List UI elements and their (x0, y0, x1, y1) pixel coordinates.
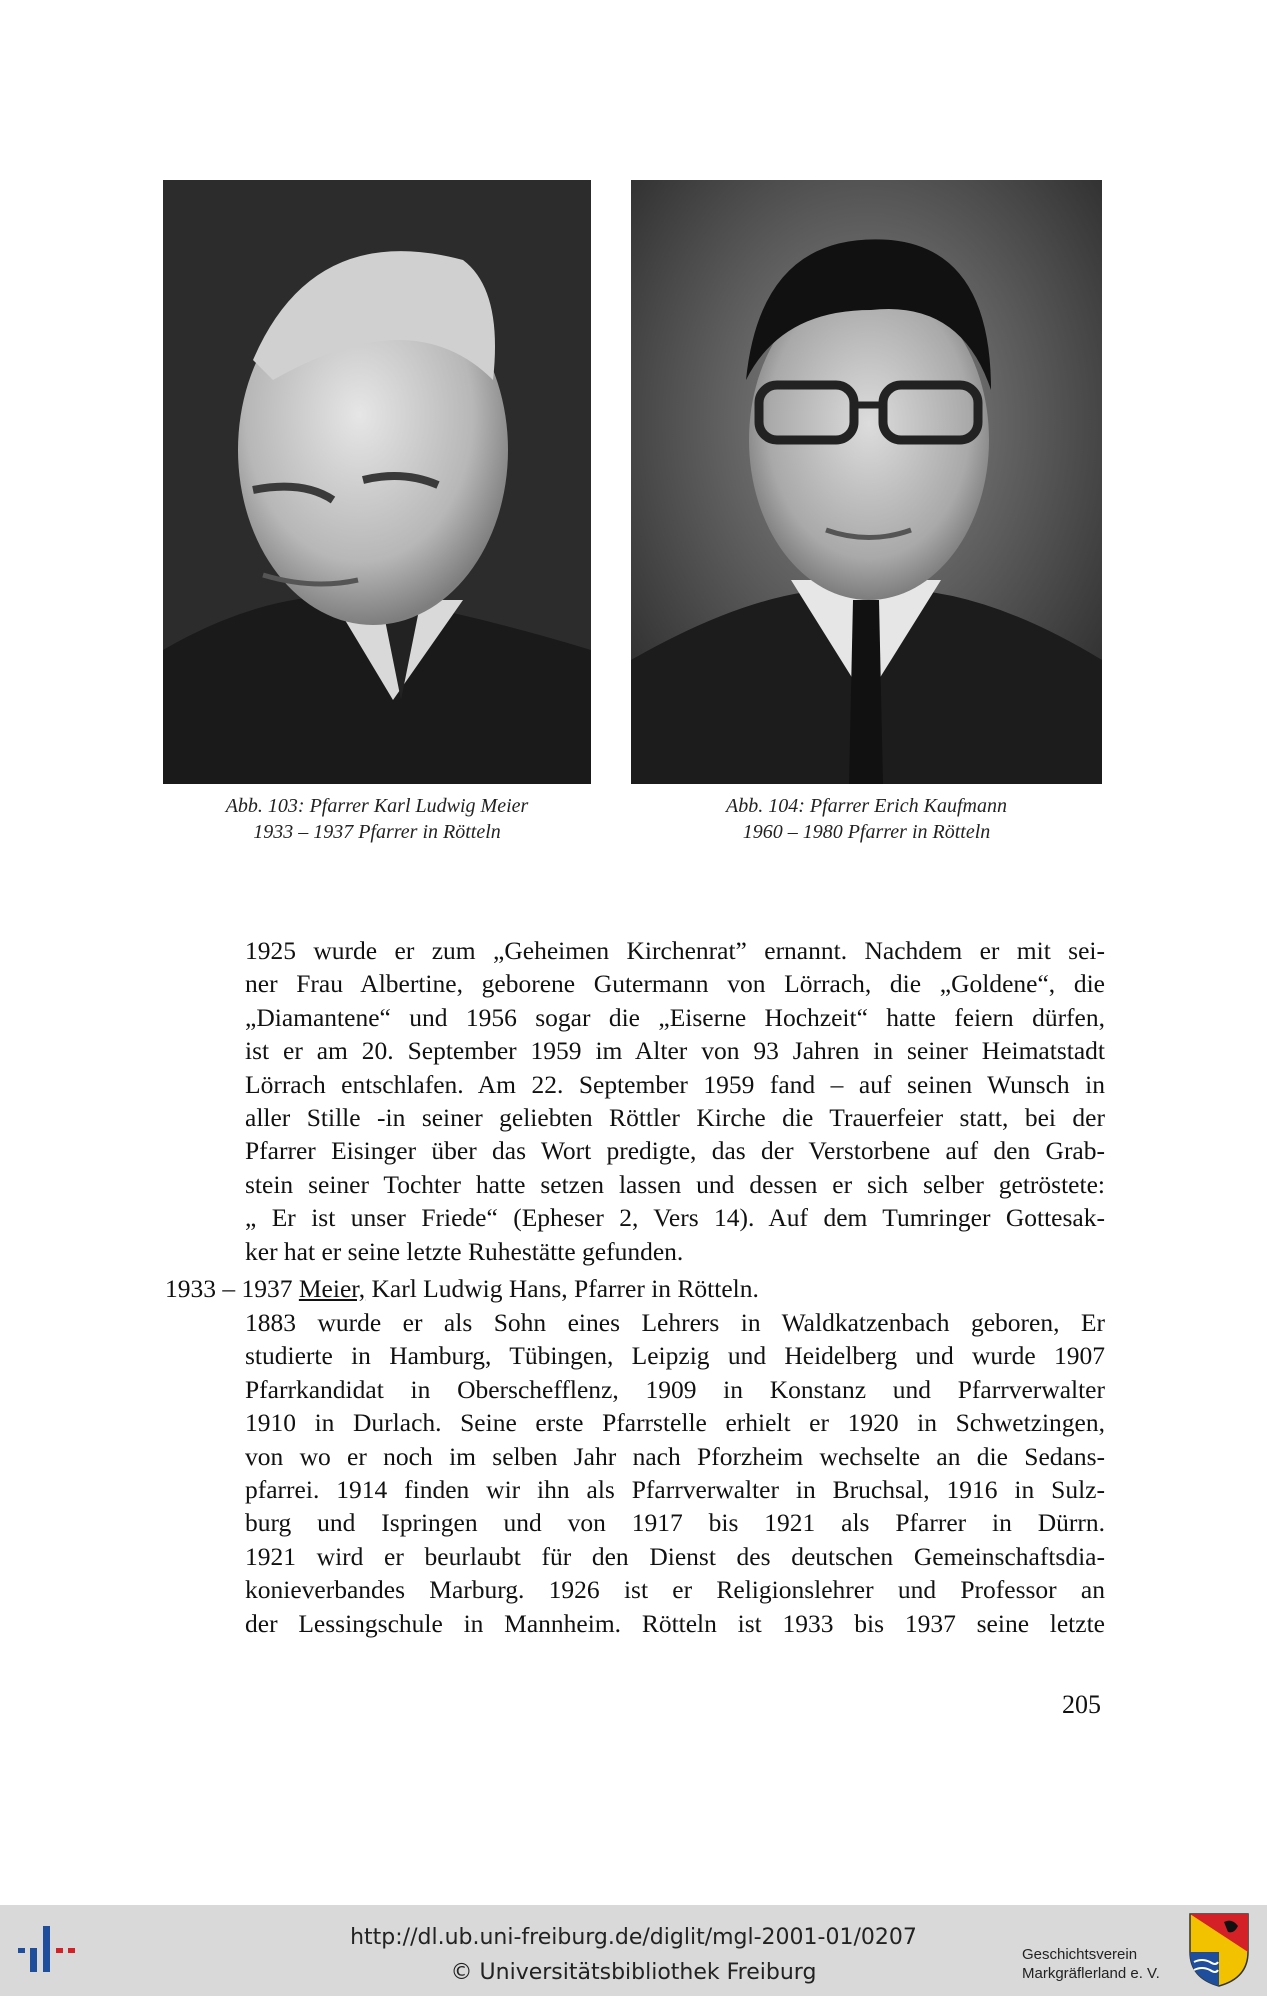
caption-line: Abb. 103: Pfarrer Karl Ludwig Meier (225, 795, 529, 817)
text-line: 1883 wurde er als Sohn eines Lehrers in Waldkatzenbach geboren, Er (245, 1308, 1105, 1337)
society-name-line: Geschichtsverein (1022, 1946, 1138, 1963)
entry-years: 1933 – 1937 (165, 1274, 293, 1303)
text-line: „ Er ist unser Friede“ (Epheser 2, Vers 14). Auf dem Tumringer Gottesak- (245, 1203, 1105, 1233)
text-line: „Diamantene“ und 1956 sogar die „Eiserne Hochzeit“ hatte feiern dürfen, (245, 1002, 1105, 1032)
text-line: 1925 wurde er zum „Geheimen Kirchenrat” ernannt. Nachdem er mit sei- (245, 936, 1105, 965)
text-line: ner Frau Albertine, geborene Gutermann von Lörrach, die „Goldene“, die (245, 969, 1105, 999)
text-line: von wo er noch im selben Jahr nach Pforzheim wechselte an die Sedans- (245, 1441, 1105, 1471)
page-number: 205 (1062, 1690, 1101, 1719)
text-line: studierte in Hamburg, Tübingen, Leipzig und Heidelberg und wurde 1907 (245, 1341, 1105, 1371)
body-paragraph-1 (245, 934, 1105, 1268)
society-coat-of-arms-icon (1188, 1912, 1250, 1988)
text-line: 1910 in Durlach. Seine erste Pfarrstelle erhielt er 1920 in Schwetzingen, (245, 1408, 1105, 1438)
portrait-kaufmann-illustration (631, 180, 1102, 784)
society-name (1022, 1945, 1182, 1983)
text-line: pfarrei. 1914 finden wir ihn als Pfarrverwalter in Bruchsal, 1916 in Sulz- (245, 1475, 1105, 1505)
figure-caption-103 (163, 793, 591, 845)
society-name-line: Markgräflerland e. V. (1022, 1965, 1160, 1982)
text-line: konieverbandes Marburg. 1926 ist er Religionslehrer und Professor an (245, 1575, 1105, 1605)
portrait-meier-illustration (163, 180, 591, 784)
entry-surname: Meier, (298, 1274, 366, 1303)
text-line: burg und Ispringen und von 1917 bis 1921 als Pfarrer in Dürrn. (245, 1508, 1105, 1538)
figure-caption-104 (631, 793, 1102, 845)
text-line: der Lessingschule in Mannheim. Rötteln ist 1933 bis 1937 seine letzte (245, 1608, 1105, 1638)
footer-copyright: © Universitätsbibliothek Freiburg (450, 1960, 817, 1985)
text-line: stein seiner Tochter hatte setzen lassen und dessen er sich selber getröstete: (245, 1169, 1105, 1199)
text-line: aller Stille -in seiner geliebten Röttler Kirche die Trauerfeier statt, bei der (245, 1103, 1105, 1133)
text-line: Pfarrer Eisinger über das Wort predigte, das der Verstorbene auf den Grab- (245, 1136, 1105, 1166)
caption-line: 1933 – 1937 Pfarrer in Rötteln (253, 821, 501, 843)
text-line: Lörrach entschlafen. Am 22. September 1959 fand – auf seinen Wunsch in (245, 1069, 1105, 1099)
entry-details: Karl Ludwig Hans, Pfarrer in Rötteln. (365, 1274, 759, 1303)
text-line: ist er am 20. September 1959 im Alter von 93 Jahren in seiner Heimatstadt (245, 1036, 1105, 1066)
body-paragraph-2 (245, 1306, 1105, 1640)
caption-line: 1960 – 1980 Pfarrer in Rötteln (742, 821, 991, 843)
footer-url-link[interactable]: http://dl.ub.uni-freiburg.de/diglit/mgl-2001-01/0207 (350, 1925, 917, 1950)
portrait-photo-meier (163, 180, 591, 784)
caption-line: Abb. 104: Pfarrer Erich Kaufmann (726, 795, 1007, 817)
portrait-photo-kaufmann (631, 180, 1102, 784)
text-line: ker hat er seine letzte Ruhestätte gefunden. (245, 1236, 684, 1266)
text-line: Pfarrkandidat in Oberschefflenz, 1909 in Konstanz und Pfarrverwalter (245, 1374, 1105, 1404)
text-line: 1921 wird er beurlaubt für den Dienst des deutschen Gemeinschaftsdia- (245, 1541, 1105, 1571)
pastor-entry-heading (165, 1272, 759, 1305)
